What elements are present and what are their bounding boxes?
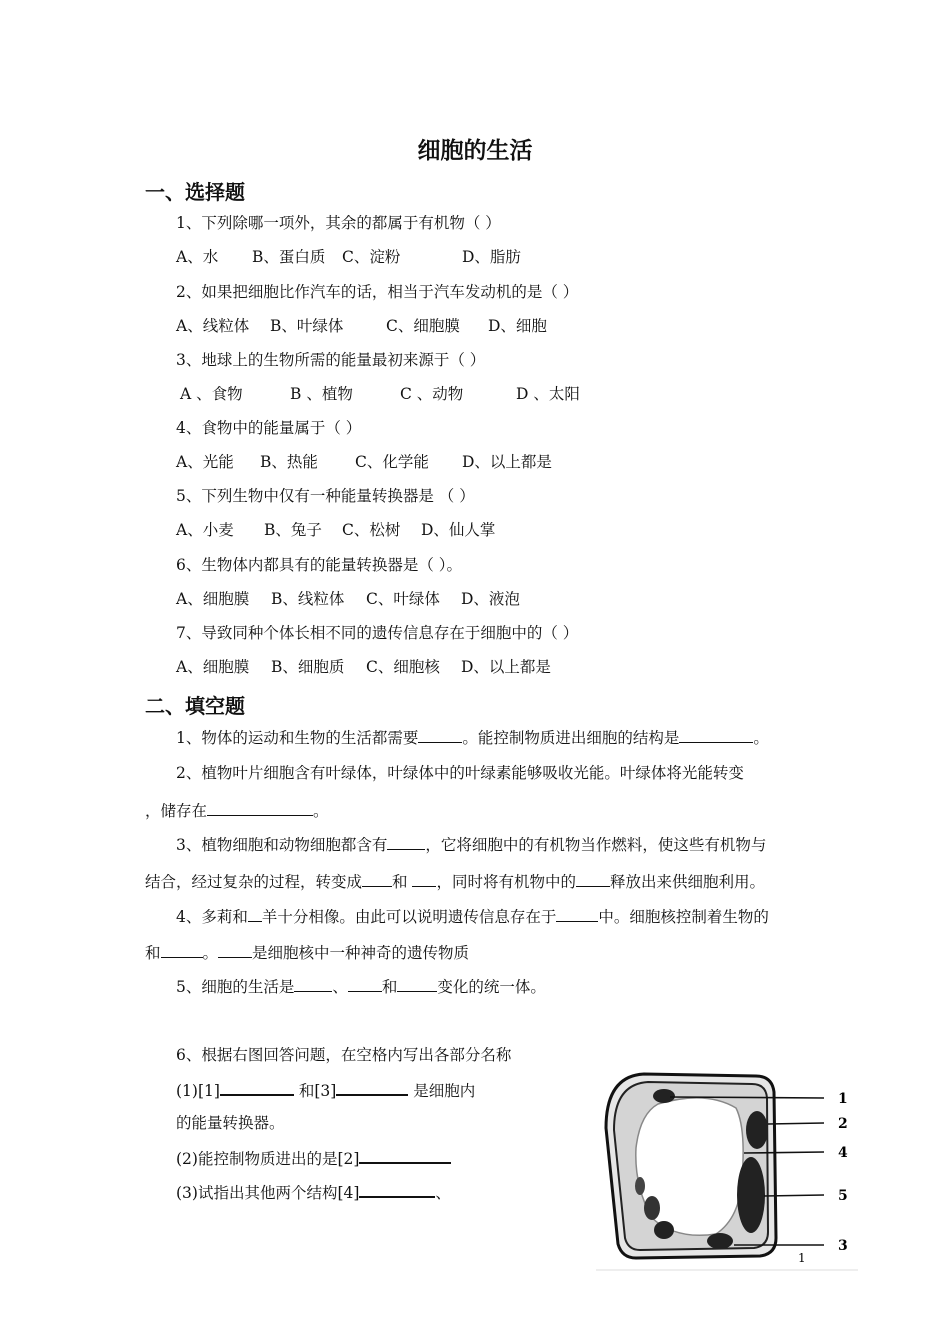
fill-4-text-f: 是细胞核中一种神奇的遗传物质 — [252, 944, 470, 962]
fill-3-text-b: ，它将细胞中的有机物当作燃料，使这些有机物与 — [425, 836, 767, 854]
organelle — [707, 1233, 733, 1249]
plant-cell-diagram — [596, 1068, 858, 1272]
answer-blank[interactable] — [556, 906, 598, 922]
answer-blank[interactable] — [207, 800, 313, 816]
fill-3-text-c: 结合，经过复杂的过程，转变成 — [145, 873, 363, 891]
fill-2-line2 — [145, 800, 329, 821]
label-1: 1 — [838, 1091, 848, 1107]
question-5-options — [176, 520, 495, 540]
option: C、松树 — [342, 521, 401, 539]
fill-5-text-d: 变化的统一体。 — [437, 978, 546, 996]
fill-1-text-a: 1、物体的运动和生物的生活都需要 — [176, 729, 419, 747]
option: C、叶绿体 — [366, 590, 440, 608]
question-4: 4、食物中的能量属于（ ） — [176, 419, 362, 437]
fill-2-line1: 2、植物叶片细胞含有叶绿体，叶绿体中的叶绿素能够吸收光能。叶绿体将光能转变 — [176, 764, 744, 782]
answer-blank[interactable] — [412, 871, 436, 887]
organelle — [635, 1177, 645, 1195]
question-4-options — [176, 452, 552, 472]
organelle — [746, 1111, 768, 1149]
fill-3-line2 — [145, 871, 765, 892]
option: B、蛋白质 — [252, 248, 326, 266]
fill-6-text-l4a: (3)试指出其他两个结构[4] — [176, 1184, 360, 1202]
fill-6-line4 — [176, 1181, 451, 1203]
option: C、淀粉 — [342, 248, 401, 266]
option: B、叶绿体 — [270, 317, 344, 335]
fill-4-text-d: 和 — [145, 944, 161, 962]
fill-3-text-f: 释放出来供细胞利用。 — [609, 873, 765, 891]
label-line — [670, 1097, 824, 1098]
answer-blank[interactable] — [362, 871, 392, 887]
fill-4-text-b: 羊十分相像。由此可以说明遗传信息存在于 — [261, 908, 557, 926]
answer-blank[interactable] — [359, 1181, 435, 1198]
option: A、光能 — [176, 453, 234, 471]
label-3: 3 — [838, 1238, 848, 1254]
question-7: 7、导致同种个体长相不同的遗传信息存在于细胞中的（ ） — [176, 624, 579, 642]
question-1-options — [176, 247, 521, 267]
answer-blank[interactable] — [218, 942, 252, 958]
option: D、以上都是 — [461, 658, 551, 676]
fill-6-intro: 6、根据右图回答问题，在空格内写出各部分名称 — [176, 1046, 512, 1064]
answer-blank[interactable] — [397, 976, 437, 992]
option: B、线粒体 — [271, 590, 345, 608]
fill-6-text-l1c: 是细胞内 — [413, 1082, 476, 1100]
organelle — [653, 1089, 675, 1103]
question-1: 1、下列除哪一项外，其余的都属于有机物（ ） — [176, 214, 501, 232]
plant-cell-svg — [596, 1068, 858, 1272]
answer-blank[interactable] — [348, 976, 382, 992]
question-7-options — [176, 657, 551, 677]
answer-blank[interactable] — [336, 1079, 408, 1096]
page-title: 细胞的生活 — [417, 138, 533, 164]
fill-3-text-a: 3、植物细胞和动物细胞都含有 — [176, 836, 388, 854]
fill-4-text-c: 中。细胞核控制着生物的 — [598, 908, 769, 926]
answer-blank[interactable] — [387, 834, 425, 850]
fill-1-text-b: 。能控制物质进出细胞的结构是 — [462, 729, 680, 747]
question-5: 5、下列生物中仅有一种能量转换器是 （ ） — [176, 487, 475, 505]
question-2: 2、如果把细胞比作汽车的话，相当于汽车发动机的是（ ） — [176, 283, 579, 301]
answer-blank[interactable] — [359, 1147, 451, 1164]
option: A、水 — [176, 248, 219, 266]
fill-6-line1 — [176, 1079, 475, 1101]
fill-3-text-e: ，同时将有机物中的 — [436, 873, 576, 891]
option: D 、太阳 — [516, 385, 580, 403]
question-3-options — [180, 384, 580, 404]
option: D、液泡 — [461, 590, 520, 608]
option: B、热能 — [260, 453, 318, 471]
fill-6-line2: 的能量转换器。 — [176, 1114, 285, 1132]
fill-4-line1 — [176, 906, 769, 927]
label-4: 4 — [838, 1145, 848, 1161]
fill-4-text-a: 4、多莉和 — [176, 908, 248, 926]
fill-2-text-b: ，储存在 — [145, 802, 208, 820]
fill-6-text-l4b: 、 — [435, 1184, 451, 1202]
fill-5-text-c: 和 — [381, 978, 398, 996]
answer-blank[interactable] — [679, 727, 753, 743]
organelle — [654, 1221, 674, 1239]
answer-blank[interactable] — [294, 976, 332, 992]
label-5: 5 — [838, 1188, 848, 1204]
option: D、细胞 — [488, 317, 547, 335]
option: C、细胞核 — [366, 658, 440, 676]
fill-5 — [176, 976, 546, 997]
option: B 、植物 — [290, 385, 353, 403]
fill-6-text-l3: (2)能控制物质进出的是[2] — [176, 1150, 360, 1168]
label-line — [744, 1152, 824, 1153]
fill-6-line3 — [176, 1147, 451, 1169]
option: A 、食物 — [180, 385, 243, 403]
option: A、细胞膜 — [176, 658, 250, 676]
organelle — [644, 1196, 660, 1220]
option: C、化学能 — [355, 453, 429, 471]
question-3: 3、地球上的生物所需的能量最初来源于（ ） — [176, 351, 486, 369]
question-6-options — [176, 589, 520, 609]
fill-5-text-a: 5、细胞的生活是 — [176, 978, 295, 996]
fill-4-text-e: 。 — [202, 944, 219, 962]
page-number: 1 — [798, 1251, 806, 1265]
fill-6-text-l1a: (1)[1] — [176, 1082, 220, 1100]
option: A、细胞膜 — [176, 590, 250, 608]
option: D、以上都是 — [462, 453, 552, 471]
option: B、细胞质 — [271, 658, 345, 676]
fill-4-line2 — [145, 942, 469, 963]
answer-blank[interactable] — [418, 727, 462, 743]
answer-blank[interactable] — [576, 871, 610, 887]
fill-3-text-d: 和 — [392, 873, 408, 891]
section2-heading: 二、填空题 — [145, 694, 245, 718]
fill-1-text-c: 。 — [753, 729, 769, 747]
nucleus — [737, 1157, 765, 1233]
option: C、细胞膜 — [386, 317, 460, 335]
option: C 、动物 — [400, 385, 464, 403]
question-6: 6、生物体内都具有的能量转换器是（ ）。 — [176, 556, 463, 574]
answer-blank[interactable] — [220, 1079, 294, 1096]
option: D、脂肪 — [462, 248, 521, 266]
question-2-options — [176, 316, 547, 336]
option: A、线粒体 — [176, 317, 250, 335]
label-line — [764, 1195, 824, 1196]
answer-blank[interactable] — [248, 906, 262, 922]
fill-5-text-b: 、 — [332, 978, 348, 996]
option: D、仙人掌 — [421, 521, 496, 539]
fill-3-line1 — [176, 834, 766, 855]
option: B、兔子 — [264, 521, 322, 539]
section1-heading: 一、选择题 — [145, 180, 245, 204]
label-2: 2 — [838, 1116, 848, 1132]
option: A、小麦 — [176, 521, 234, 539]
label-line — [768, 1123, 824, 1124]
answer-blank[interactable] — [161, 942, 203, 958]
fill-1 — [176, 727, 769, 748]
fill-6-text-l1b: 和[3] — [298, 1082, 337, 1100]
fill-2-text-c: 。 — [313, 802, 329, 820]
